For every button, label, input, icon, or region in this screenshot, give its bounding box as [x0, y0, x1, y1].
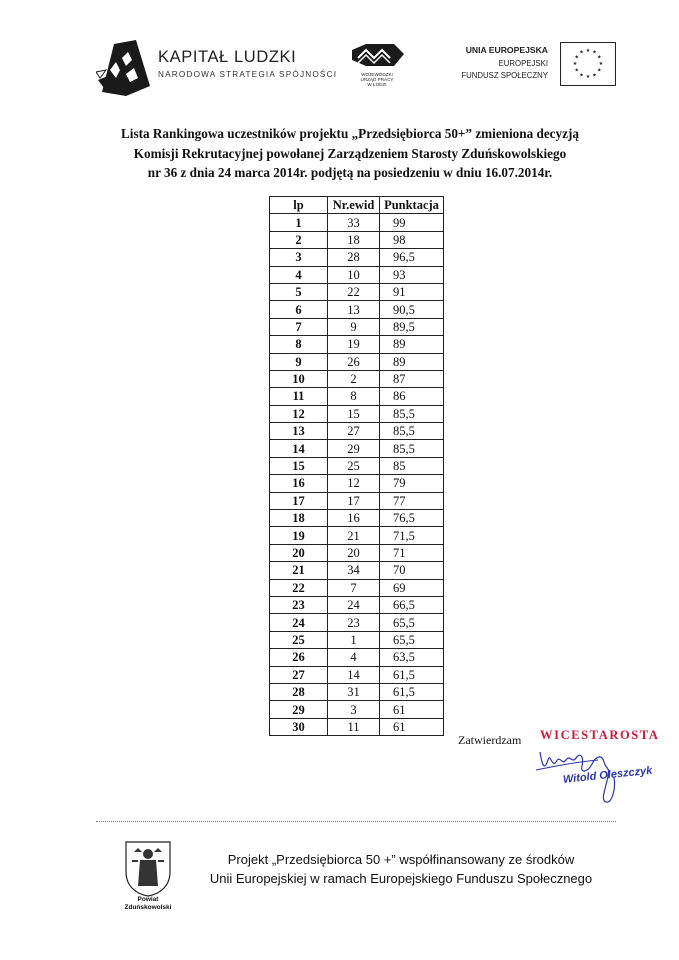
- cell-nr-ewid: 16: [328, 510, 380, 527]
- cell-punktacja: 66,5: [380, 596, 444, 613]
- footer-text-line-1: Projekt „Przedsiębiorca 50 +” współfinansowany ze środków: [227, 852, 575, 867]
- svg-text:★: ★: [574, 54, 579, 61]
- table-row: [270, 683, 444, 700]
- svg-text:★: ★: [579, 72, 584, 79]
- header-nr-ewid: Nr.ewid: [328, 197, 380, 214]
- kapital-ludzki-logo-icon: [96, 40, 156, 96]
- cell-nr-ewid: 14: [328, 666, 380, 683]
- cell-lp: 2: [270, 231, 328, 248]
- cell-punktacja: 76,5: [380, 510, 444, 527]
- table-row: [270, 701, 444, 718]
- table-row: [270, 249, 444, 266]
- cell-nr-ewid: 11: [328, 718, 380, 735]
- cell-punktacja: 89: [380, 336, 444, 353]
- cell-nr-ewid: 4: [328, 649, 380, 666]
- table-row: [270, 266, 444, 283]
- table-row: [270, 214, 444, 231]
- table-row: [270, 336, 444, 353]
- cell-punktacja: 91: [380, 283, 444, 300]
- table-row: [270, 631, 444, 648]
- powiat-crest-icon: [120, 838, 176, 898]
- title-line-2: Komisji Rekrutacyjnej powołanej Zarządzeniem Starosty Zduńskowolskiego: [133, 145, 567, 161]
- eu-flag-icon: [560, 42, 616, 86]
- cell-lp: 9: [270, 353, 328, 370]
- wup-caption-2: URZĄD PRACY: [360, 77, 394, 82]
- cell-nr-ewid: 3: [328, 701, 380, 718]
- cell-punktacja: 99: [380, 214, 444, 231]
- cell-punktacja: 98: [380, 231, 444, 248]
- cell-punktacja: 61,5: [380, 666, 444, 683]
- cell-lp: 26: [270, 649, 328, 666]
- cell-nr-ewid: 18: [328, 231, 380, 248]
- cell-nr-ewid: 21: [328, 527, 380, 544]
- table-row: [270, 423, 444, 440]
- cell-punktacja: 61,5: [380, 683, 444, 700]
- cell-lp: 18: [270, 510, 328, 527]
- cell-lp: 14: [270, 440, 328, 457]
- table-row: [270, 666, 444, 683]
- cell-lp: 7: [270, 318, 328, 335]
- cell-punktacja: 61: [380, 701, 444, 718]
- cell-lp: 17: [270, 492, 328, 509]
- cell-nr-ewid: 15: [328, 405, 380, 422]
- cell-punktacja: 70: [380, 562, 444, 579]
- table-row: [270, 527, 444, 544]
- cell-punktacja: 87: [380, 370, 444, 387]
- table-row: [270, 579, 444, 596]
- cell-nr-ewid: 34: [328, 562, 380, 579]
- cell-lp: 6: [270, 301, 328, 318]
- cell-punktacja: 71,5: [380, 527, 444, 544]
- cell-nr-ewid: 29: [328, 440, 380, 457]
- cell-nr-ewid: 23: [328, 614, 380, 631]
- eu-logo-block: [440, 42, 618, 88]
- cell-punktacja: 65,5: [380, 631, 444, 648]
- table-row: [270, 440, 444, 457]
- cell-nr-ewid: 22: [328, 283, 380, 300]
- cell-lp: 28: [270, 683, 328, 700]
- table-row: [270, 370, 444, 387]
- cell-nr-ewid: 13: [328, 301, 380, 318]
- cell-punktacja: 85,5: [380, 423, 444, 440]
- table-row: [270, 475, 444, 492]
- cell-lp: 24: [270, 614, 328, 631]
- table-row: [270, 283, 444, 300]
- kapital-ludzki-subtitle: NARODOWA STRATEGIA SPÓJNOŚCI: [158, 70, 338, 79]
- table-row: [270, 718, 444, 735]
- cell-lp: 12: [270, 405, 328, 422]
- cell-lp: 19: [270, 527, 328, 544]
- cell-nr-ewid: 10: [328, 266, 380, 283]
- signatory-name: Witold Oleszczyk: [562, 764, 653, 786]
- table-row: [270, 301, 444, 318]
- cell-lp: 10: [270, 370, 328, 387]
- cell-nr-ewid: 19: [328, 336, 380, 353]
- cell-lp: 20: [270, 544, 328, 561]
- cell-punktacja: 89,5: [380, 318, 444, 335]
- cell-nr-ewid: 27: [328, 423, 380, 440]
- table-row: [270, 492, 444, 509]
- svg-text:★: ★: [574, 67, 579, 74]
- cell-punktacja: 85,5: [380, 405, 444, 422]
- cell-lp: 11: [270, 388, 328, 405]
- cell-punktacja: 85,5: [380, 440, 444, 457]
- table-row: [270, 405, 444, 422]
- vice-starost-stamp: WICESTAROSTA: [540, 728, 660, 742]
- eu-line-2: EUROPEJSKI: [498, 59, 548, 68]
- cell-punktacja: 79: [380, 475, 444, 492]
- svg-text:★: ★: [585, 48, 591, 54]
- svg-text:★: ★: [592, 49, 597, 56]
- eu-line-3: FUNDUSZ SPOŁECZNY: [461, 71, 548, 80]
- svg-text:★: ★: [597, 67, 602, 74]
- svg-text:★: ★: [597, 54, 602, 61]
- table-row: [270, 596, 444, 613]
- cell-lp: 1: [270, 214, 328, 231]
- cell-punktacja: 90,5: [380, 301, 444, 318]
- cell-lp: 8: [270, 336, 328, 353]
- cell-punktacja: 65,5: [380, 614, 444, 631]
- svg-text:★: ★: [592, 72, 597, 79]
- table-row: [270, 231, 444, 248]
- header-punktacja: Punktacja: [380, 197, 444, 214]
- cell-nr-ewid: 1: [328, 631, 380, 648]
- cell-lp: 3: [270, 249, 328, 266]
- table-row: [270, 649, 444, 666]
- table-row: [270, 614, 444, 631]
- table-row: [270, 510, 444, 527]
- cell-lp: 23: [270, 596, 328, 613]
- cell-nr-ewid: 26: [328, 353, 380, 370]
- crest-caption-line-2: Zduńskowolski: [124, 904, 172, 911]
- cell-nr-ewid: 28: [328, 249, 380, 266]
- cell-punktacja: 63,5: [380, 649, 444, 666]
- cell-nr-ewid: 33: [328, 214, 380, 231]
- table-row: [270, 562, 444, 579]
- cell-punktacja: 71: [380, 544, 444, 561]
- svg-text:★: ★: [585, 74, 591, 80]
- table-row: [270, 388, 444, 405]
- cell-nr-ewid: 7: [328, 579, 380, 596]
- cell-punktacja: 69: [380, 579, 444, 596]
- title-line-3: nr 36 z dnia 24 marca 2014r. podjętą na posiedzeniu w dniu 16.07.2014r.: [147, 165, 553, 180]
- cell-punktacja: 89: [380, 353, 444, 370]
- kapital-ludzki-name: KAPITAŁ LUDZKI: [158, 48, 297, 66]
- footer-divider: [96, 821, 616, 822]
- cell-lp: 27: [270, 666, 328, 683]
- cell-lp: 21: [270, 562, 328, 579]
- wup-caption-1: WOJEWÓDZKI: [361, 72, 393, 77]
- svg-text:★: ★: [579, 49, 584, 56]
- cell-lp: 13: [270, 423, 328, 440]
- table-row: [270, 457, 444, 474]
- cell-lp: 16: [270, 475, 328, 492]
- table-row: [270, 318, 444, 335]
- cell-nr-ewid: 17: [328, 492, 380, 509]
- ranking-table-body: [270, 214, 444, 736]
- cell-punktacja: 77: [380, 492, 444, 509]
- ranking-table: [269, 196, 444, 736]
- cell-nr-ewid: 12: [328, 475, 380, 492]
- table-row: [270, 544, 444, 561]
- svg-text:★: ★: [598, 61, 604, 67]
- cell-nr-ewid: 8: [328, 388, 380, 405]
- svg-text:★: ★: [572, 61, 578, 67]
- cell-nr-ewid: 2: [328, 370, 380, 387]
- wup-logo: [344, 42, 410, 92]
- wup-logo-icon: [344, 42, 410, 72]
- cell-nr-ewid: 9: [328, 318, 380, 335]
- cell-lp: 22: [270, 579, 328, 596]
- cell-lp: 4: [270, 266, 328, 283]
- cell-nr-ewid: 25: [328, 457, 380, 474]
- crest-caption-line-1: Powiat: [137, 896, 159, 903]
- cell-punktacja: 96,5: [380, 249, 444, 266]
- cell-punktacja: 85: [380, 457, 444, 474]
- footer-text-line-2: Unii Europejskiej w ramach Europejskiego Funduszu Społecznego: [209, 871, 593, 886]
- footer-text: [196, 850, 606, 888]
- table-row: [270, 353, 444, 370]
- document-title: [80, 124, 620, 183]
- kapital-ludzki-logo: [96, 40, 338, 96]
- title-line-1: Lista Rankingowa uczestników projektu „Przedsiębiorca 50+” zmieniona decyzją: [121, 126, 579, 141]
- cell-lp: 25: [270, 631, 328, 648]
- cell-nr-ewid: 20: [328, 544, 380, 561]
- cell-lp: 15: [270, 457, 328, 474]
- cell-punktacja: 61: [380, 718, 444, 735]
- approval-label: Zatwierdzam: [458, 733, 522, 747]
- wup-caption-3: W ŁODZI: [367, 82, 387, 87]
- cell-nr-ewid: 24: [328, 596, 380, 613]
- cell-nr-ewid: 31: [328, 683, 380, 700]
- cell-punktacja: 86: [380, 388, 444, 405]
- cell-lp: 30: [270, 718, 328, 735]
- cell-punktacja: 93: [380, 266, 444, 283]
- header-lp: lp: [270, 197, 328, 214]
- table-header-row: [270, 197, 444, 214]
- cell-lp: 5: [270, 283, 328, 300]
- eu-line-1: UNIA EUROPEJSKA: [465, 45, 548, 55]
- cell-lp: 29: [270, 701, 328, 718]
